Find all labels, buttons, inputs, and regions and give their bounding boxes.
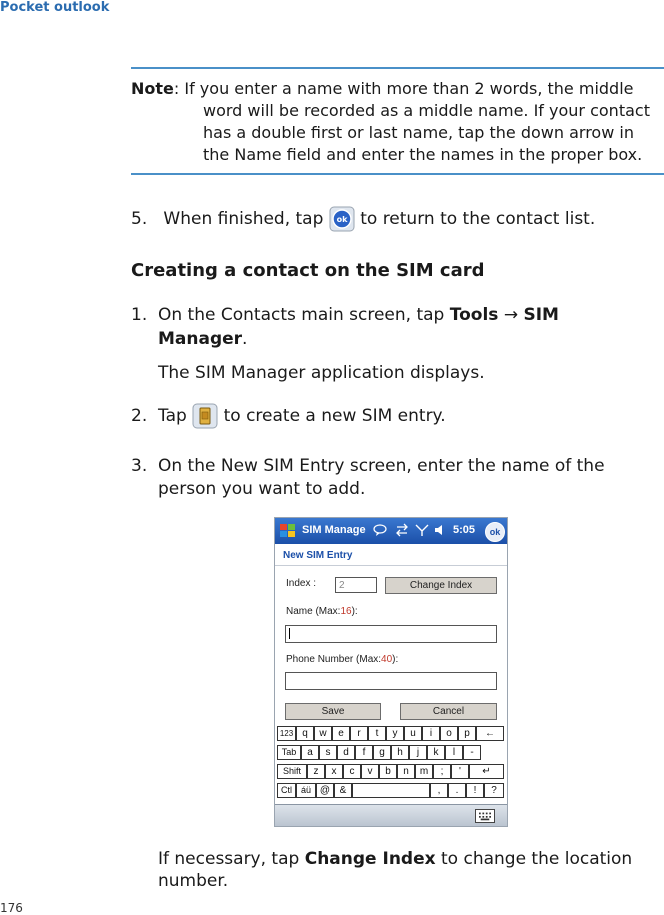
after-screen-text: If necessary, tap Change Index to change the location [158,849,633,869]
keyboard-toggle-icon[interactable] [475,809,495,823]
volume-icon[interactable] [433,523,447,537]
key-accents[interactable]: áü [296,783,316,798]
key-shift[interactable]: Shift [277,764,307,779]
key-h[interactable]: h [391,745,409,760]
key-b[interactable]: b [379,764,397,779]
key-apostrophe[interactable]: ' [451,764,469,779]
key-c[interactable]: c [343,764,361,779]
index-label: Index : [286,578,317,589]
key-f[interactable]: f [355,745,373,760]
key-period[interactable]: . [448,783,466,798]
key-e[interactable]: e [332,726,350,741]
change-index-button[interactable]: Change Index [385,577,497,594]
connectivity-icon[interactable] [395,523,409,537]
key-ctl[interactable]: Ctl [277,783,296,798]
name-input[interactable] [285,625,497,643]
key-k[interactable]: k [427,745,445,760]
device-screenshot [274,517,508,827]
key-u[interactable]: u [404,726,422,741]
section-title: Creating a contact on the SIM card [131,260,485,281]
key-v[interactable]: v [361,764,379,779]
running-header: Pocket outlook [0,0,110,15]
note-bottom-rule [131,173,664,175]
key-z[interactable]: z [307,764,325,779]
step-1: 1. On the Contacts main screen, tap Tools → SIM [131,305,559,325]
signal-icon[interactable] [415,523,429,537]
title-bar [275,518,507,544]
menu-bar [275,804,507,827]
key-l[interactable]: l [445,745,463,760]
key-tab[interactable]: Tab [277,745,301,760]
key-i[interactable]: i [422,726,440,741]
soft-keyboard [275,726,507,804]
page-number: 176 [0,901,23,915]
windows-start-icon[interactable] [279,522,297,540]
key-enter[interactable]: ↵ [469,764,504,779]
step-2: 2. Tap to create a new SIM entry. [131,403,446,429]
step-1-sub: The SIM Manager application displays. [158,363,485,383]
note-line-4: the Name field and enter the names in the proper box. [203,145,643,164]
key-x[interactable]: x [325,764,343,779]
phone-input[interactable] [285,672,497,690]
svg-text:ok: ok [336,215,348,224]
key-r[interactable]: r [350,726,368,741]
key-g[interactable]: g [373,745,391,760]
note-line-3: has a double first or last name, tap the down arrow in [203,123,634,142]
screen-heading: New SIM Entry [283,550,353,561]
new-sim-entry-icon [192,403,218,429]
app-title: SIM Manage [302,524,366,536]
step-3: 3. On the New SIM Entry screen, enter the name of the [131,456,605,476]
key-space[interactable] [352,783,430,798]
key-comma[interactable]: , [430,783,448,798]
key-exclamation[interactable]: ! [466,783,484,798]
key-backspace[interactable]: ← [476,726,504,741]
after-screen-text-cont: number. [158,871,229,891]
key-question[interactable]: ? [484,783,504,798]
key-q[interactable]: q [296,726,314,741]
heading-divider [275,565,507,566]
key-y[interactable]: y [386,726,404,741]
save-button[interactable]: Save [285,703,381,720]
step-3-cont: person you want to add. [158,479,366,499]
cancel-button[interactable]: Cancel [400,703,497,720]
note-top-rule [131,67,664,69]
step-5: 5. When finished, tap ok to return to the contact list. [131,206,595,232]
note-line-1: Note: If you enter a name with more than 2 words, the middle [131,79,634,98]
key-m[interactable]: m [415,764,433,779]
key-semicolon[interactable]: ; [433,764,451,779]
note-box [131,78,664,166]
key-j[interactable]: j [409,745,427,760]
key-123[interactable]: 123 [277,726,296,741]
key-a[interactable]: a [301,745,319,760]
key-w[interactable]: w [314,726,332,741]
step-1-cont: Manager. [158,329,248,349]
phone-label: Phone Number (Max:40): [286,654,399,665]
message-icon[interactable] [373,523,387,537]
key-p[interactable]: p [458,726,476,741]
key-at[interactable]: @ [316,783,334,798]
key-t[interactable]: t [368,726,386,741]
key-dash[interactable]: - [463,745,481,760]
key-ampersand[interactable]: & [334,783,352,798]
key-n[interactable]: n [397,764,415,779]
key-o[interactable]: o [440,726,458,741]
index-input[interactable]: 2 [335,577,377,593]
note-line-2: word will be recorded as a middle name. If your contact [203,101,650,120]
text-cursor [289,628,290,639]
ok-button[interactable]: ok [485,522,505,542]
clock[interactable]: 5:05 [453,524,476,536]
ok-button-icon [329,206,355,232]
name-label: Name (Max:16): [286,606,358,617]
key-d[interactable]: d [337,745,355,760]
key-s[interactable]: s [319,745,337,760]
note-label: Note [131,79,174,98]
